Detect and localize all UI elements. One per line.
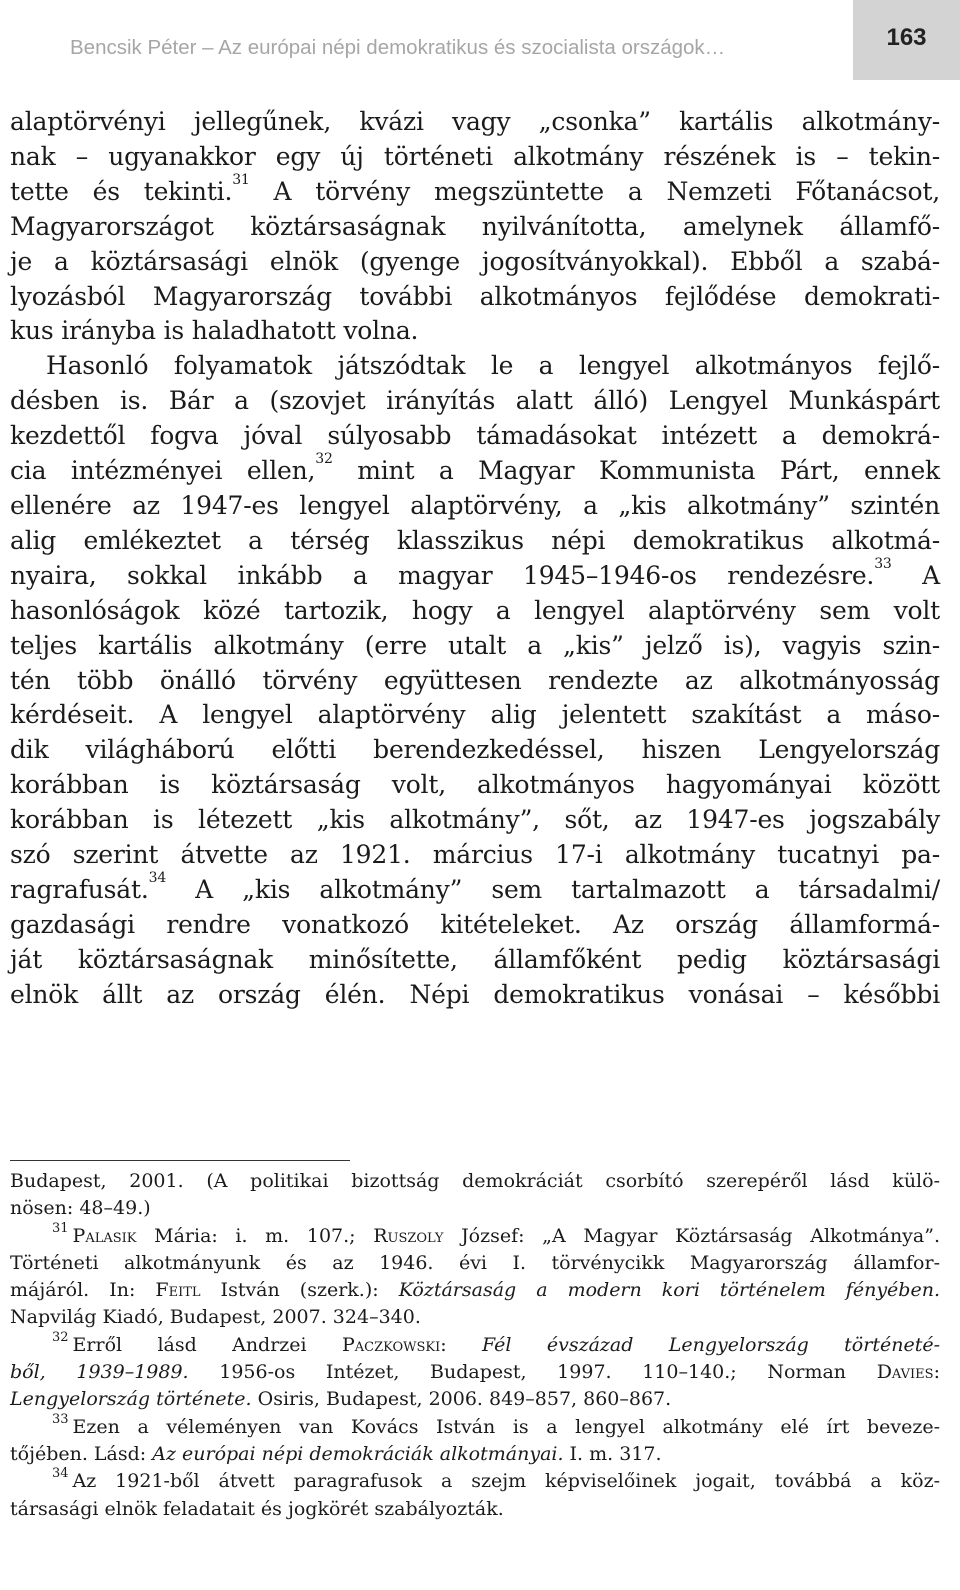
footnote-number: 34 bbox=[52, 1466, 69, 1482]
text-run: nyaira, sokkal inkább a magyar 1945–1946-os rendezésre. bbox=[10, 560, 875, 590]
book-title: Köztársaság a modern kori történelem fényében. bbox=[398, 1279, 940, 1302]
text-line bbox=[10, 451, 940, 489]
main-text bbox=[10, 105, 940, 1013]
text-run: Ezen a véleményen van Kovács István is a lengyel alkotmány elé írt beveze- bbox=[72, 1415, 940, 1438]
text-line: korábban is köztársaság volt, alkotmányos hagyományai között bbox=[10, 770, 940, 800]
text-run: Erről lásd Andrzei bbox=[72, 1333, 342, 1356]
page-number: 163 bbox=[853, 0, 960, 80]
author-name: Ruszoly bbox=[373, 1224, 444, 1247]
text-line: désben is. Bár a (szovjet irányítás alatt álló) Lengyel Munkáspárt bbox=[10, 386, 940, 416]
footnote-number: 32 bbox=[52, 1329, 69, 1345]
footnote-line bbox=[10, 1386, 940, 1413]
text-run: 1956-os Intézet, Budapest, 1997. 110–140.; Norman bbox=[188, 1361, 877, 1384]
book-title: Fél évszázad Lengyelország történeté- bbox=[482, 1333, 940, 1356]
author-name: Palasik bbox=[72, 1224, 137, 1247]
footnote-ref-32[interactable]: 32 bbox=[315, 451, 333, 468]
author-name: Davies bbox=[876, 1361, 934, 1384]
text-line: kus irányba is haladhatott volna. bbox=[10, 316, 419, 346]
text-line: gazdasági rendre vonatkozó kitételeket. Az ország államformá- bbox=[10, 909, 940, 939]
text-line bbox=[10, 171, 940, 210]
author-name: Paczkowski bbox=[341, 1333, 441, 1356]
text-run: tőjében. Lásd: bbox=[10, 1442, 153, 1465]
text-run: József: „A Magyar Köztársaság Alkotmánya”. bbox=[443, 1224, 940, 1247]
text-run: A törvény megszüntette a Nemzeti Főtanácsot, bbox=[249, 176, 940, 206]
text-run: májáról. In: bbox=[10, 1279, 156, 1302]
text-line: ját köztársaságnak minősítette, államfőként pedig köztársasági bbox=[10, 944, 940, 974]
text-line: teljes kartális alkotmány (erre utalt a „kis” jelző is), vagyis szin- bbox=[10, 630, 940, 660]
footnote-line: nösen: 48–49.) bbox=[10, 1197, 151, 1220]
text-run: István (szerk.): bbox=[200, 1279, 399, 1302]
text-run: Mária: i. m. 107.; bbox=[136, 1224, 374, 1247]
text-line: kérdéseit. A lengyel alaptörvény alig jelentett szakítást a máso- bbox=[10, 700, 940, 730]
text-run: cia intézményei ellen, bbox=[10, 456, 316, 486]
footnote-ref-34[interactable]: 34 bbox=[148, 869, 167, 886]
text-line: nak – ugyanakkor egy új történeti alkotmány részének is – tekin- bbox=[10, 141, 940, 171]
footnote-number: 33 bbox=[52, 1411, 69, 1427]
text-line: korábban is létezett „kis alkotmány”, sőt, az 1947-es jogszabály bbox=[10, 805, 940, 835]
text-line: szó szerint átvette az 1921. március 17-i alkotmány tucatnyi pa- bbox=[10, 840, 940, 870]
footnote-number: 31 bbox=[52, 1220, 69, 1236]
footnote-line bbox=[10, 1441, 940, 1468]
text-line: Magyarországot köztársaságnak nyilvánította, amelynek államfő- bbox=[10, 211, 940, 241]
book-title: Lengyelország története. bbox=[10, 1388, 252, 1411]
text-run: Az 1921-ből átvett paragrafusok a szejm képviselőinek jogait, továbbá a köz- bbox=[72, 1470, 940, 1493]
text-run: : bbox=[440, 1333, 483, 1356]
running-header-title: Bencsik Péter – Az európai népi demokratikus és szocialista országok… bbox=[70, 36, 726, 59]
text-line bbox=[10, 869, 940, 908]
footnote-32 bbox=[10, 1329, 940, 1359]
author-name: Feitl bbox=[155, 1279, 201, 1302]
text-run: I. m. 317. bbox=[563, 1442, 662, 1465]
text-line: Hasonló folyamatok játszódtak le a lengyel alkotmányos fejlő- bbox=[46, 351, 940, 381]
text-line: hasonlóságok közé tartozik, hogy a lengyel alaptörvény sem volt bbox=[10, 595, 940, 625]
text-line: ellenére az 1947-es lengyel alaptörvény, a „kis alkotmány” szintén bbox=[10, 490, 940, 520]
book-title: ből, 1939–1989. bbox=[10, 1361, 189, 1384]
footnote-ref-31[interactable]: 31 bbox=[232, 171, 250, 188]
text-line: je a köztársasági elnök (gyenge jogosítványokkal). Ebből a szabá- bbox=[10, 246, 940, 276]
text-line: kezdettől fogva jóval súlyosabb támadásokat intézett a demokrá- bbox=[10, 421, 940, 451]
text-run: tette és tekinti. bbox=[10, 176, 233, 206]
footnotes bbox=[10, 1168, 940, 1523]
footnote-line bbox=[10, 1359, 940, 1386]
text-run: Osiris, Budapest, 2006. 849–857, 860–867. bbox=[251, 1388, 672, 1411]
footnote-34 bbox=[10, 1468, 940, 1495]
text-line: tén több önálló törvény együttesen rendezte az alkotmányosság bbox=[10, 665, 940, 695]
footnote-line: Napvilág Kiadó, Budapest, 2007. 324–340. bbox=[10, 1306, 421, 1329]
text-run: mint a Magyar Kommunista Párt, ennek bbox=[332, 456, 940, 486]
footnote-ref-33[interactable]: 33 bbox=[874, 555, 892, 572]
footnote-line: társasági elnök feladatait és jogkörét szabályozták. bbox=[10, 1497, 504, 1520]
footnote-line: Történeti alkotmányunk és az 1946. évi I. törvénycikk Magyarország államfor- bbox=[10, 1251, 940, 1274]
footnote-line bbox=[10, 1277, 940, 1304]
text-run: A bbox=[891, 560, 940, 590]
text-line: dik világháború előtti berendezkedéssel, hiszen Lengyelország bbox=[10, 735, 940, 765]
book-title: Az európai népi demokráciák alkotmányai. bbox=[152, 1442, 564, 1465]
text-line: lyozásból Magyarország további alkotmányos fejlődése demokrati- bbox=[10, 281, 940, 311]
text-line: alaptörvényi jellegűnek, kvázi vagy „csonka” kartális alkotmány- bbox=[10, 107, 940, 136]
text-line: elnök állt az ország élén. Népi demokratikus vonásai – későbbi bbox=[10, 979, 940, 1009]
text-line: alig emlékeztet a térség klasszikus népi demokratikus alkotmá- bbox=[10, 525, 940, 555]
text-run: : bbox=[933, 1361, 940, 1384]
text-run: ragrafusát. bbox=[10, 874, 149, 904]
footnote-line: Budapest, 2001. (A politikai bizottság demokráciát csorbító szerepéről lásd külö- bbox=[10, 1170, 940, 1192]
footnote-31 bbox=[10, 1220, 940, 1250]
footnote-33 bbox=[10, 1411, 940, 1441]
text-line bbox=[10, 555, 940, 594]
text-run: A „kis alkotmány” sem tartalmazott a társadalmi/ bbox=[166, 874, 940, 904]
footnote-divider bbox=[10, 1160, 350, 1161]
